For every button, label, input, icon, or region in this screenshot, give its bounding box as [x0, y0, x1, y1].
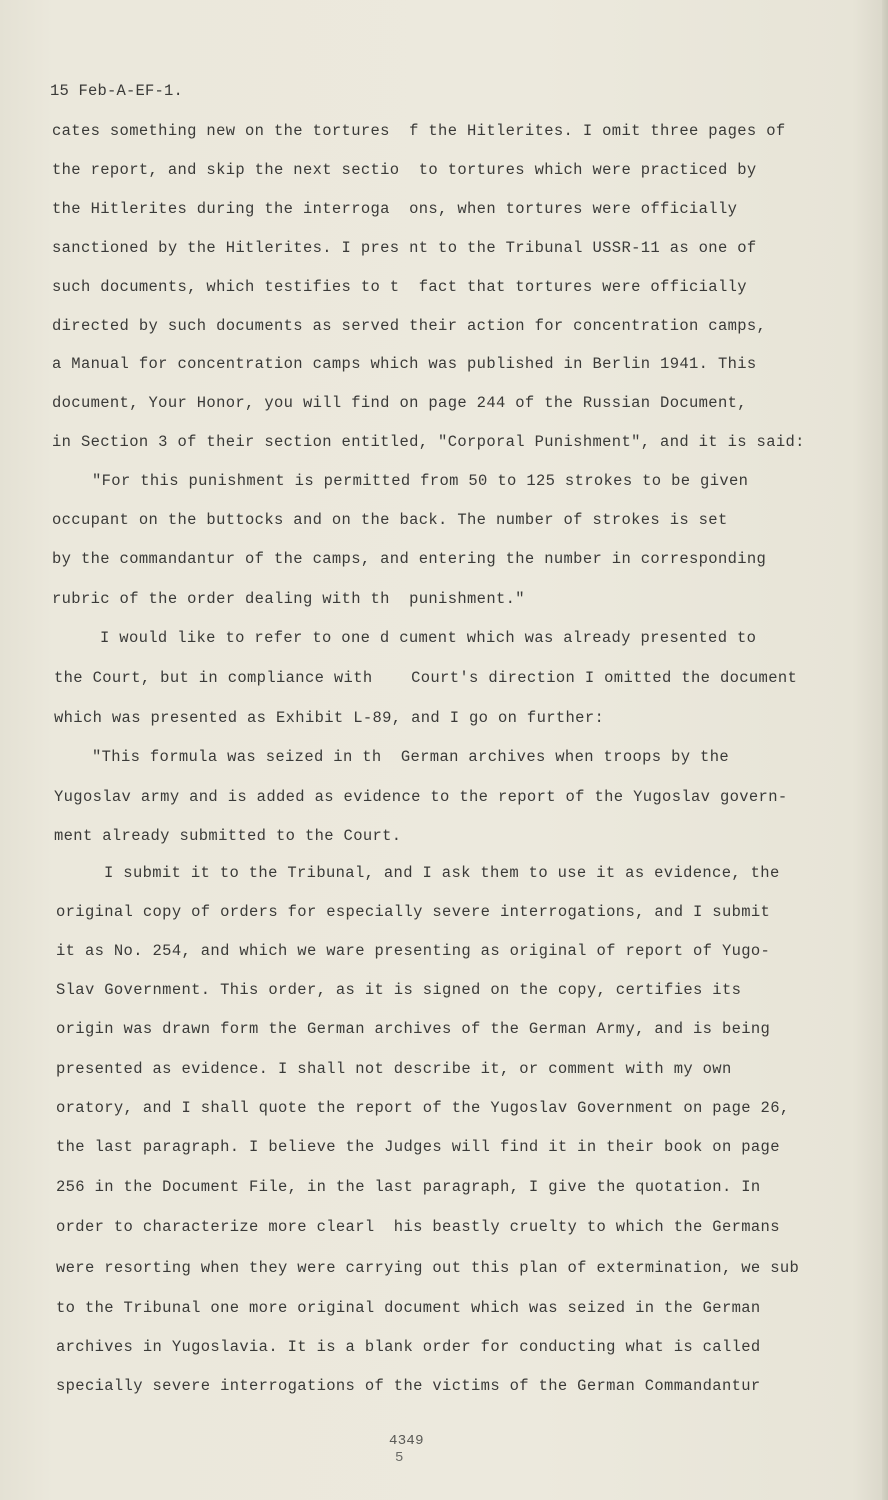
text-line: in Section 3 of their section entitled, "Corporal Punishment", and it is said: — [52, 433, 805, 451]
text-line: to the Tribunal one more original document which was seized in the German — [56, 1299, 761, 1317]
quote-line: "For this punishment is permitted from 50 to 125 strokes to be given — [92, 472, 749, 490]
text-line: the last paragraph. I believe the Judges will find it in their book on page — [56, 1138, 780, 1156]
quote-line: ment already submitted to the Court. — [54, 827, 402, 845]
text-line: cates something new on the tortures f the Hitlerites. I omit three pages of — [52, 122, 786, 140]
quote-line: "This formula was seized in th German archives when troops by the — [92, 748, 729, 766]
page-stamp: 5 — [395, 1450, 404, 1466]
text-line: archives in Yugoslavia. It is a blank order for conducting what is called — [56, 1338, 761, 1356]
text-line: 256 in the Document File, in the last paragraph, I give the quotation. In — [56, 1178, 761, 1196]
text-line: specially severe interrogations of the victims of the German Commandantur — [56, 1377, 761, 1395]
text-line: it as No. 254, and which we ware presenting as original of report of Yugo- — [56, 942, 771, 960]
text-line: the report, and skip the next sectio to tortures which were practiced by — [52, 161, 757, 179]
text-line: order to characterize more clearl his beastly cruelty to which the Germans — [56, 1218, 780, 1236]
text-line: origin was drawn form the German archives of the German Army, and is being — [56, 1020, 771, 1038]
text-line: Slav Government. This order, as it is signed on the copy, certifies its — [56, 981, 742, 999]
text-line: the Hitlerites during the interroga ons, when tortures were officially — [52, 200, 738, 218]
page-edge — [882, 0, 888, 1500]
quote-line: by the commandantur of the camps, and entering the number in corresponding — [52, 550, 767, 568]
text-line: a Manual for concentration camps which was published in Berlin 1941. This — [52, 355, 757, 373]
text-line: presented as evidence. I shall not describe it, or comment with my own — [56, 1060, 732, 1078]
text-line: document, Your Honor, you will find on page 244 of the Russian Document, — [52, 394, 747, 412]
text-line: directed by such documents as served their action for concentration camps, — [52, 317, 767, 335]
text-line: sanctioned by the Hitlerites. I pres nt to the Tribunal USSR-11 as one of — [52, 239, 757, 257]
page-number: 4349 — [389, 1433, 424, 1449]
text-line: oratory, and I shall quote the report of the Yugoslav Government on page 26, — [56, 1099, 790, 1117]
quote-line: rubric of the order dealing with th punishment." — [52, 590, 525, 608]
text-line: which was presented as Exhibit L-89, and I go on further: — [54, 709, 605, 727]
text-line: I submit it to the Tribunal, and I ask them to use it as evidence, the — [104, 864, 780, 882]
text-line: such documents, which testifies to t fact that tortures were officially — [52, 278, 747, 296]
text-line: were resorting when they were carrying out this plan of extermination, we sub — [56, 1259, 800, 1277]
quote-line: occupant on the buttocks and on the back. The number of strokes is set — [52, 511, 728, 529]
text-line: I would like to refer to one d cument which was already presented to — [100, 629, 757, 647]
quote-line: Yugoslav army and is added as evidence to the report of the Yugoslav govern- — [54, 788, 788, 806]
page-header: 15 Feb-A-EF-1. — [50, 82, 184, 100]
text-line: original copy of orders for especially severe interrogations, and I submit — [56, 903, 771, 921]
text-line: the Court, but in compliance with Court's direction I omitted the document — [54, 669, 798, 687]
